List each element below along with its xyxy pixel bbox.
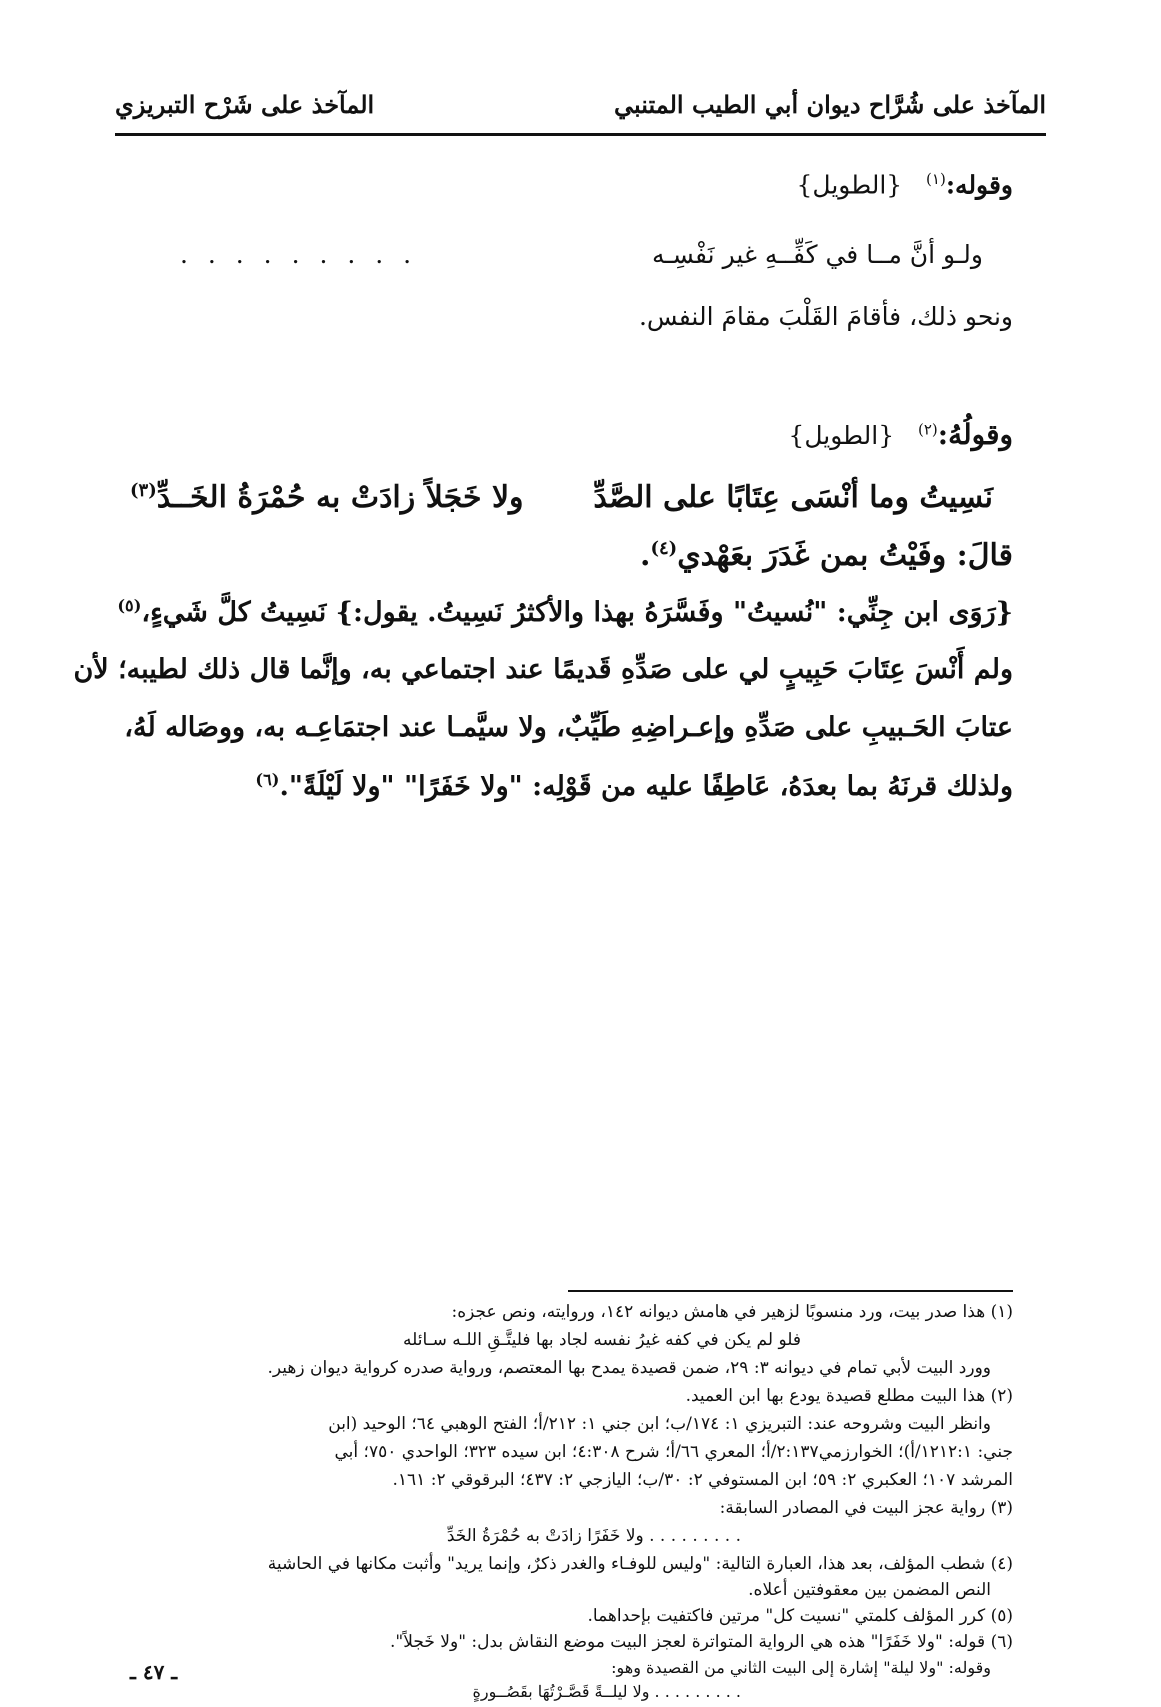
meter-label: {الطويل} <box>796 170 903 200</box>
header-book-title: المآخذ على شُرَّاح ديوان أبي الطيب المتنبي <box>614 90 1046 119</box>
qala-text: قالَ: وفَيْتُ بمن غَدَرَ بعَهْدي <box>677 538 1013 573</box>
running-header <box>115 90 1046 130</box>
footnote-ref-2: (٢) <box>917 420 938 439</box>
entry-2-hemistich-right: نَسِيتُ وما أنْسَى عِتَابًا على الصَّدِّ <box>593 480 993 515</box>
footnote-6-continued: وقوله: "ولا ليلة" إشارة إلى البيت الثاني من القصيدة وهو: <box>611 1658 991 1677</box>
entry-2-hemistich-left: ولا خَجَلاً زادَتْ به حُمْرَةُ الخَــدِّ <box>156 480 524 515</box>
footnote-ref-3: (٣) <box>130 480 157 501</box>
footnote-4: (٤) شطب المؤلف، بعد هذا، العبارة التالية: "وليس للوفـاء والغدر ذكرٌ، وإنما يريد" وأثبت مكانها في الحاشية <box>267 1554 1013 1574</box>
entry-2-heading <box>140 418 1013 451</box>
entry-1-hemistich: ولـو أنَّ مــا في كَفِّــهِ غير نَفْسِـه <box>651 240 983 269</box>
entry-2-verse <box>130 480 1013 520</box>
elided-hemistich: . . . . . . . . . <box>180 240 418 269</box>
entry-2-intro: وقولُهُ: <box>937 418 1013 451</box>
footnote-2-refs-1: وانظر البيت وشروحه عند: التبريزي ١: ١٧٤/ب؛ ابن جني ١: ٢١٢/أ؛ الفتح الوهبي ٦٤؛ الوحيد (ابن <box>328 1414 991 1434</box>
footnote-separator <box>568 1290 1013 1292</box>
footnote-ref-4: (٤) <box>650 538 678 559</box>
commentary-text-1: {رَوَى ابن جِنِّي: "نُسيتُ" وفَسَّرَهُ بهذا والأكثرُ نَسِيتُ. يقول:} نَسِيتُ كلَّ شَيءٍ، <box>141 597 1013 628</box>
footnote-6-verse: . . . . . . . . . ولا ليلــةً قَصَّـرْتُهَا بقَصُــورةٍ <box>472 1682 741 1701</box>
header-rule <box>115 133 1046 136</box>
commentary-line-1 <box>117 596 1013 628</box>
page-number: ـ ٤٧ ـ <box>130 1660 178 1684</box>
footnote-2: (٢) هذا البيت مطلع قصيدة يودع بها ابن العميد. <box>685 1386 1013 1406</box>
commentary-line-4 <box>140 770 1013 802</box>
commentary-line-2: ولم أَنْسَ عِتَابَ حَبِيبٍ لي على صَدِّهِ قَديمًا عند اجتماعي به، وإنَّما قال ذلك لطيبه؛ لأن <box>73 654 1013 685</box>
footnote-ref-6: (٦) <box>255 770 280 789</box>
footnote-1-continued: وورد البيت لأبي تمام في ديوانه ٣: ٢٩، ضمن قصيدة يمدح بها المعتصم، ورواية صدره كرواية ديوان زهير. <box>267 1358 991 1378</box>
header-section-title: المآخذ على شَرْح التبريزي <box>115 90 375 119</box>
entry-2-qala: قالَ: وفَيْتُ بمن غَدَرَ بعَهْدي$^{(٤)}$. <box>640 538 1013 573</box>
footnote-4-continued: النص المضمن بين معقوفتين أعلاه. <box>748 1580 991 1600</box>
footnote-ref-1: (١) <box>926 170 946 188</box>
footnote-6: (٦) قوله: "ولا خَفَرًا" هذه هي الرواية المتواترة لعجز البيت موضع النقاش بدل: "ولا خَجلاً". <box>390 1632 1013 1652</box>
footnote-3-verse: . . . . . . . . . ولا خَفَرًا زادَتْ به حُمْرَةُ الخَدِّ <box>446 1526 741 1546</box>
footnote-2-refs-2: جني: ١٢١٢:١/أ)؛ الخوارزمي٢:١٣٧/أ؛ المعري ٦٦/أ؛ شرح ٤:٣٠٨؛ ابن سيده ٣٢٣؛ الواحدي ٧٥٠؛ أبي <box>334 1442 1013 1462</box>
footnote-2-refs-3: المرشد ١٠٧؛ العكبري ٢: ٥٩؛ ابن المستوفي ٢: ٣٠/ب؛ اليازجي ٢: ٤٣٧؛ البرقوقي ٢: ١٦١. <box>392 1470 1013 1490</box>
commentary-line-3: عتابَ الحَـبيبِ على صَدِّهِ وإعـراضِهِ طَيِّبٌ، ولا سيَّمـا عند اجتمَاعِـه به، ووصَاله لَهُ، <box>124 712 1013 743</box>
entry-1-intro: وقوله: <box>945 170 1013 200</box>
meter-label: {الطويل} <box>788 421 895 450</box>
footnote-1: (١) هذا صدر بيت، ورد منسوبًا لزهير في هامش ديوانه ١٤٢، وروايته، ونص عجزه: <box>451 1302 1013 1322</box>
footnote-ref-5: (٥) <box>117 596 142 615</box>
commentary-text-4: ولذلك قرنَهُ بما بعدَهُ، عَاطِفًا عليه من قَوْلِه: "ولا خَفَرًا" "ولا لَيْلَةً". <box>279 771 1013 802</box>
entry-2-hemistich-left-wrap <box>130 480 524 515</box>
footnote-5: (٥) كرر المؤلف كلمتي "نسيت كل" مرتين فاكتفيت بإحداهما. <box>587 1606 1013 1626</box>
footnote-1-verse: فلو لم يكن في كفه غيرُ نفسه لجاد بها فليتَّـقِ اللـه سـائله <box>403 1330 801 1350</box>
entry-1-comment: ونحو ذلك، فأقامَ القَلْبَ مقامَ النفس. <box>638 302 1013 331</box>
footnote-3: (٣) رواية عجز البيت في المصادر السابقة: <box>719 1498 1013 1518</box>
entry-1-heading <box>140 170 1013 199</box>
entry-1-verse <box>140 240 1013 280</box>
